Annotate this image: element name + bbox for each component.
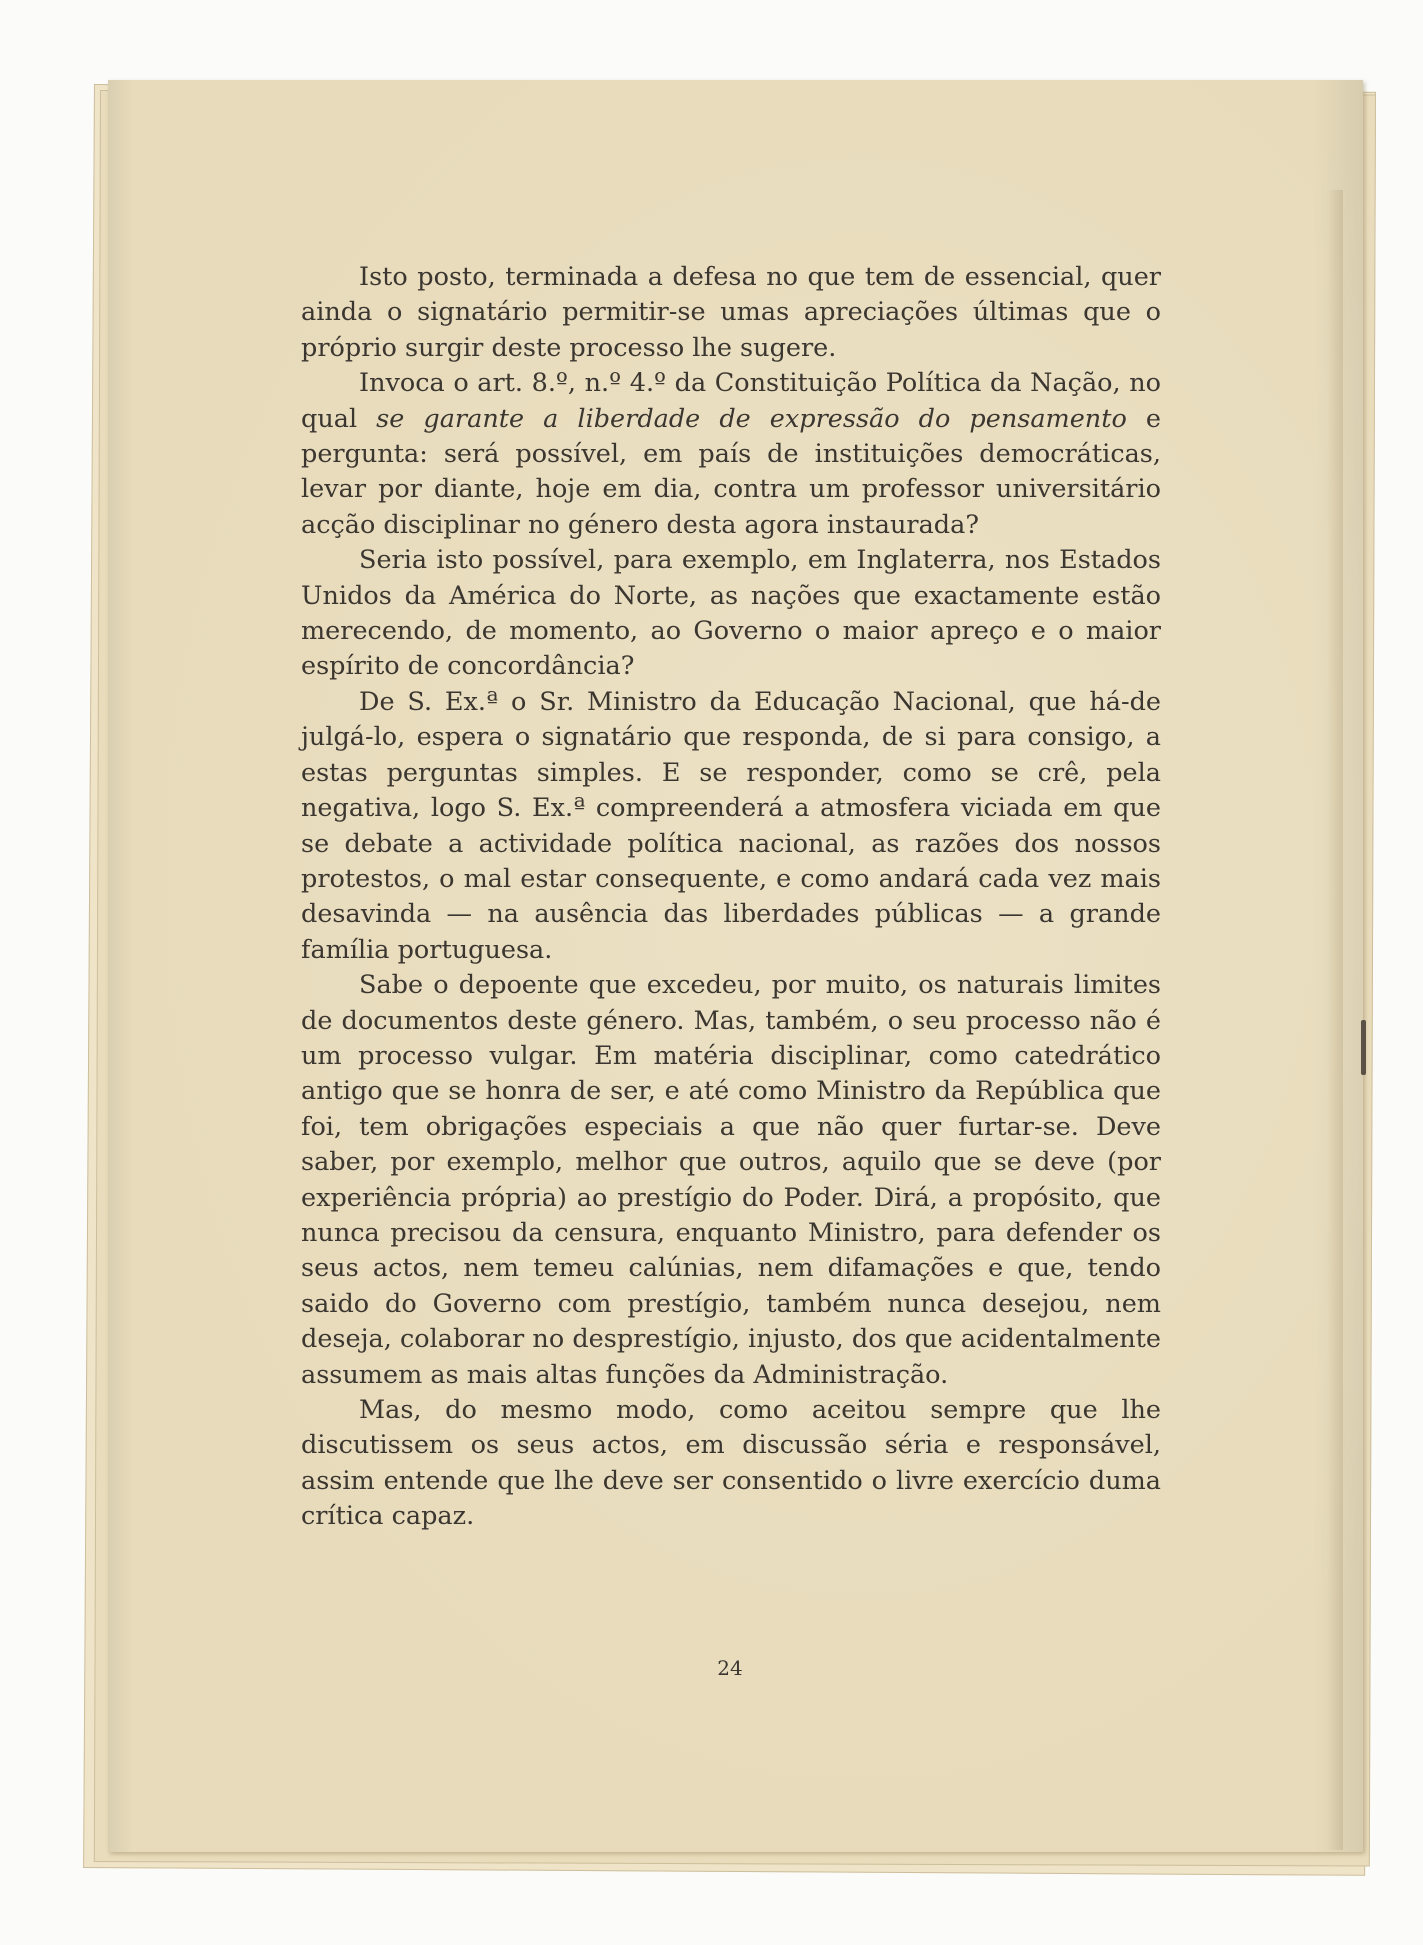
paragraph: Mas, do mesmo modo, como aceitou sempre que lhe discutissem os seus actos, em discussão séria e responsável, assim entende que lhe deve ser consentido o livre exercício duma crítica capaz. xyxy=(301,1395,1161,1532)
paragraph: De S. Ex.ª o Sr. Ministro da Educação Nacional, que há-de julgá-lo, espera o signatário que responda, de si para consigo, a estas perguntas simples. E se responder, como se crê, pela negativa, logo S. Ex.ª compreenderá a atmosfera viciada em que se debate a actividade política nacional, as razões dos nossos protestos, o mal estar consequente, e como andará cada vez mais desavinda — na ausência das liberdades públicas — a grande família portuguesa. xyxy=(301,686,1161,965)
paragraph: Isto posto, terminada a defesa no que tem de essencial, quer ainda o signatário permitir-se umas apreciações últimas que o próprio surgir deste processo lhe sugere. xyxy=(301,262,1161,363)
paragraph-text: e pergunta: será possível, em país de instituições democráticas, levar por diante, hoje em dia, contra um professor universitário acção disciplinar no género desta agora instaurada? xyxy=(301,403,1161,540)
page-binding-shadow xyxy=(1327,190,1343,1850)
paragraph: Seria isto possível, para exemplo, em Inglaterra, nos Estados Unidos da América do Norte, as nações que exactamente estão merecendo, de momento, ao Governo o maior apreço e o maior espírito de concordância? xyxy=(301,545,1161,682)
paragraph: Sabe o depoente que excedeu, por muito, os naturais limites de documentos deste género. Mas, também, o seu processo não é um processo vulgar. Em matéria disciplinar, como catedrático antigo que se honra de ser, e até como Ministro da República que foi, tem obrigações especiais a que não quer furtar-se. Deve saber, por exemplo, melhor que outros, aquilo que se deve (por experiência própria) ao prestígio do Poder. Dirá, a propósito, que nunca precisou da censura, enquanto Ministro, para defender os seus actos, nem temeu calúnias, nem difamações e que, tendo saido do Governo com prestígio, também nunca desejou, nem deseja, colaborar no desprestígio, injusto, dos que acidentalmente assumem as mais altas funções da Administração. xyxy=(301,970,1161,1390)
italic-quote: se garante a liberdade de expressão do pensamento xyxy=(376,403,1127,434)
paragraph xyxy=(301,366,1161,543)
staple-mark xyxy=(1361,1020,1366,1075)
page-number: 24 xyxy=(717,1656,743,1680)
body-text xyxy=(301,260,1161,1535)
paragraph-text: Invoca o art. 8.º, n.º 4.º da Constituição Política da Nação, no qual xyxy=(301,368,1161,434)
